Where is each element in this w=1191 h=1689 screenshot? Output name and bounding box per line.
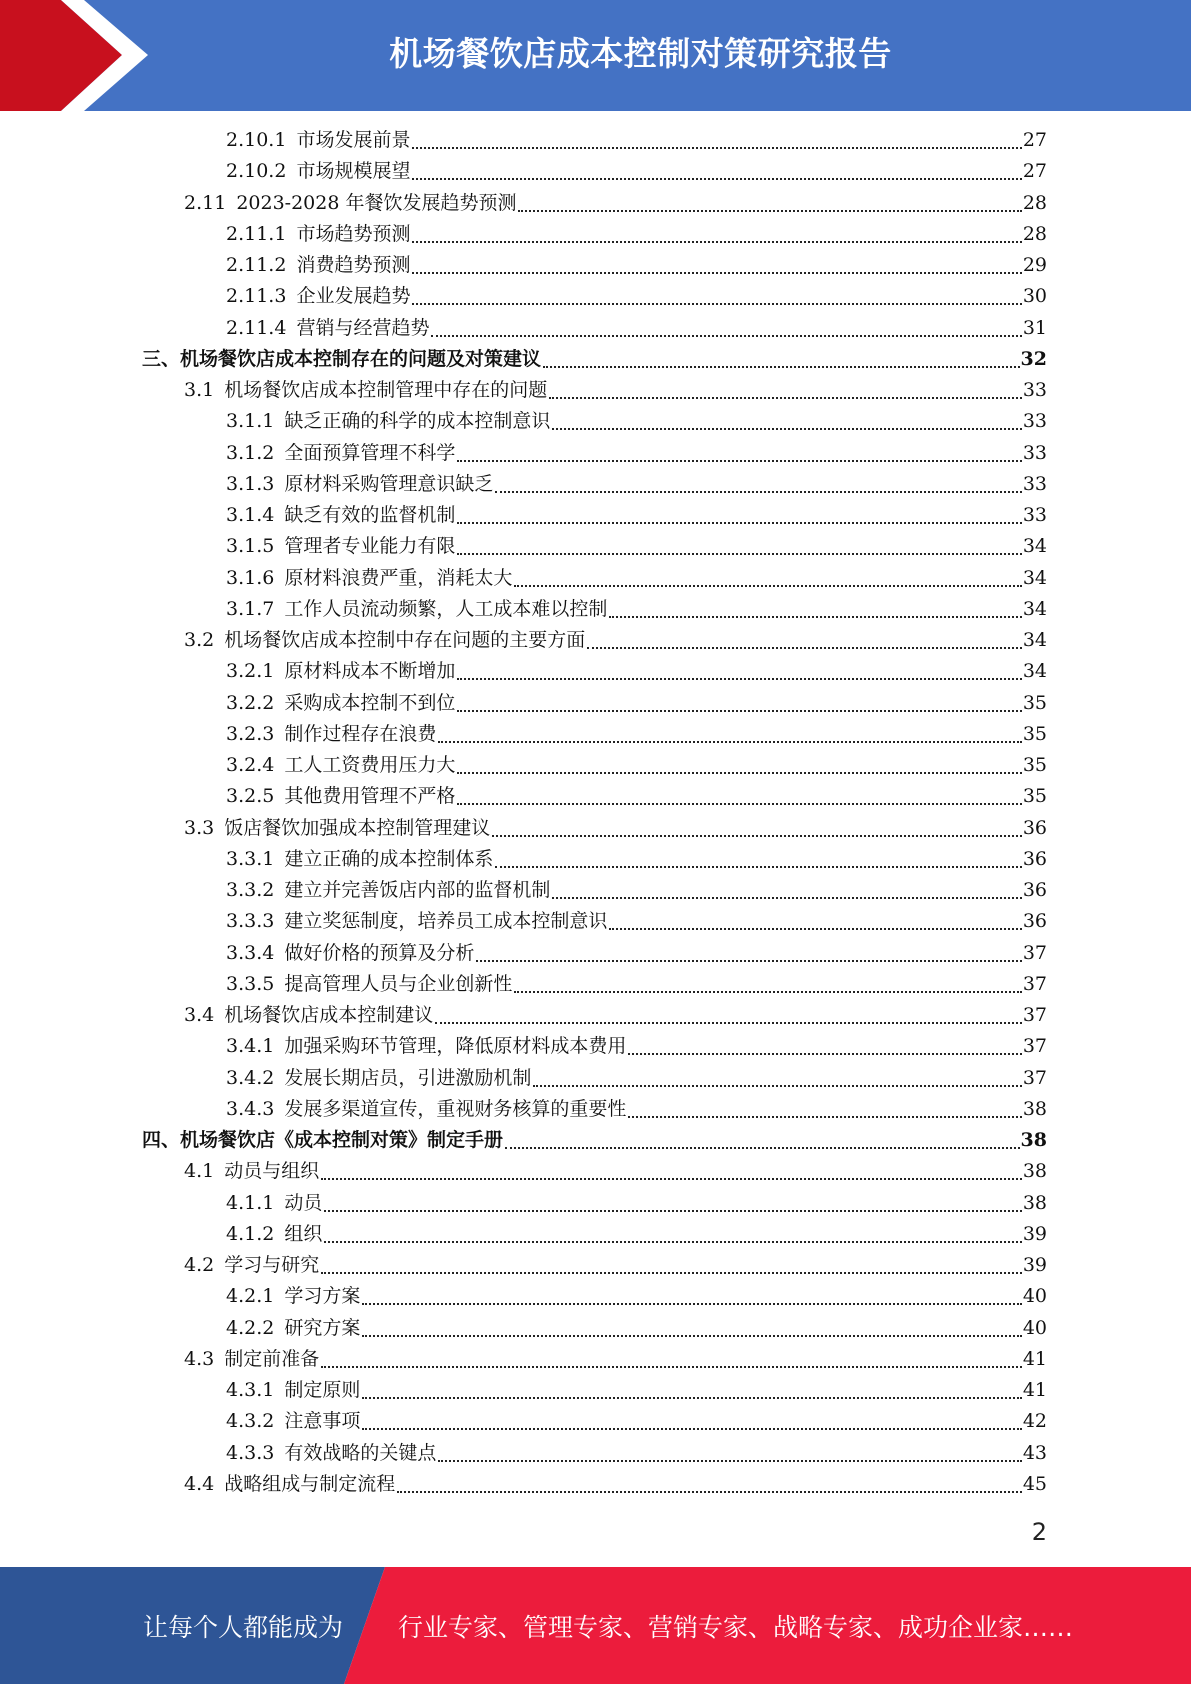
toc-entry-number: 3.1 (184, 379, 215, 401)
toc-entry-number: 3.4.2 (226, 1066, 275, 1089)
toc-entry-page: 40 (1022, 1316, 1047, 1339)
toc-leader-dots (552, 896, 1021, 899)
toc-leader-dots (457, 709, 1021, 712)
toc-entry-page: 27 (1022, 129, 1047, 151)
toc-entry-label (226, 1094, 626, 1125)
toc-entry[interactable] (184, 1156, 1047, 1187)
toc-entry[interactable] (226, 1438, 1047, 1469)
toc-entry-label (184, 1469, 395, 1500)
toc-entry-label (184, 813, 490, 844)
toc-entry-number: 4.4 (184, 1472, 215, 1495)
toc-entry-page: 33 (1022, 472, 1047, 495)
toc-entry-page: 38 (1022, 1097, 1047, 1120)
toc-entry-title: 原材料成本不断增加 (284, 660, 456, 683)
toc-entry[interactable] (226, 219, 1047, 250)
toc-entry-page: 34 (1022, 597, 1047, 620)
toc-entry-page: 28 (1022, 191, 1047, 214)
toc-entry-page: 41 (1022, 1347, 1047, 1370)
toc-entry-label (226, 406, 550, 437)
toc-leader-dots (435, 1021, 1022, 1024)
toc-entry[interactable] (226, 125, 1047, 156)
toc-entry-title: 其他费用管理不严格 (284, 785, 456, 808)
toc-entry-page: 37 (1022, 1035, 1047, 1058)
toc-entry-title: 企业发展趋势 (296, 285, 411, 308)
toc-entry-title: 动员与组织 (224, 1160, 320, 1183)
toc-entry-page: 34 (1022, 535, 1047, 558)
toc-entry-page: 31 (1022, 316, 1047, 339)
toc-entry-label (226, 1406, 360, 1437)
toc-entry-page: 36 (1022, 879, 1047, 901)
toc-entry-number: 4.2 (184, 1254, 215, 1276)
toc-entry-page: 29 (1022, 254, 1047, 276)
toc-entry[interactable] (226, 688, 1047, 719)
toc-entry-label (142, 344, 541, 375)
toc-leader-dots (438, 1459, 1021, 1462)
toc-entry-label (226, 656, 455, 687)
toc-entry-title: 2023-2028 年餐饮发展趋势预测 (236, 191, 517, 214)
toc-leader-dots (412, 302, 1021, 305)
toc-entry[interactable] (226, 531, 1047, 562)
toc-leader-dots (518, 209, 1021, 212)
toc-entry-label (184, 1000, 433, 1031)
toc-entry-label (226, 281, 410, 312)
toc-leader-dots (321, 1271, 1022, 1274)
toc-entry-label (184, 375, 547, 406)
toc-entry[interactable] (226, 563, 1047, 594)
toc-entry-title: 工人工资费用压力大 (284, 754, 456, 776)
toc-entry-title: 学习与研究 (224, 1254, 320, 1276)
toc-entry[interactable] (184, 375, 1047, 406)
toc-entry[interactable] (226, 1406, 1047, 1437)
toc-entry[interactable] (184, 1000, 1047, 1031)
toc-entry-number: 3.3 (184, 816, 215, 839)
toc-entry-title: 消费趋势预测 (296, 254, 411, 276)
toc-leader-dots (431, 334, 1021, 337)
toc-entry-label (226, 156, 410, 187)
toc-entry[interactable] (226, 406, 1047, 437)
toc-entry-title: 三、机场餐饮店成本控制存在的问题及对策建议 (142, 347, 542, 370)
toc-entry-page: 45 (1022, 1472, 1047, 1495)
toc-leader-dots (362, 1334, 1021, 1337)
toc-entry[interactable] (226, 781, 1047, 812)
toc-entry-page: 35 (1022, 722, 1047, 745)
toc-entry-number: 4.3 (184, 1347, 215, 1370)
toc-entry[interactable] (226, 313, 1047, 344)
toc-entry[interactable] (226, 719, 1047, 750)
toc-entry-page: 37 (1022, 1066, 1047, 1089)
toc-entry[interactable] (226, 469, 1047, 500)
toc-leader-dots (628, 1052, 1021, 1055)
toc-entry[interactable] (184, 813, 1047, 844)
toc-entry-page: 34 (1022, 566, 1047, 589)
toc-entry-title: 建立并完善饭店内部的监督机制 (284, 879, 551, 901)
report-title: 机场餐饮店成本控制对策研究报告 (389, 34, 892, 73)
toc-entry-label (226, 938, 474, 969)
toc-leader-dots (457, 459, 1021, 462)
toc-leader-dots (495, 865, 1021, 868)
toc-entry-title: 提高管理人员与企业创新性 (284, 972, 513, 995)
toc-entry-number: 4.2.1 (226, 1285, 275, 1308)
toc-leader-dots (609, 615, 1021, 618)
toc-leader-dots (457, 552, 1021, 555)
toc-entry-label (226, 1375, 360, 1406)
toc-entry-title: 缺乏正确的科学的成本控制意识 (284, 410, 551, 433)
toc-entry-title: 制定原则 (284, 1379, 361, 1401)
toc-leader-dots (476, 959, 1021, 962)
toc-leader-dots (321, 1365, 1022, 1368)
toc-entry-number: 4.2.2 (226, 1316, 275, 1339)
toc-entry-number: 3.4.3 (226, 1097, 275, 1120)
toc-entry-label (226, 969, 512, 1000)
toc-entry-label (184, 625, 585, 656)
toc-entry-label (226, 250, 410, 281)
toc-entry-title: 建立正确的成本控制体系 (284, 847, 494, 870)
toc-entry[interactable] (226, 1031, 1047, 1062)
toc-entry-title: 组织 (284, 1222, 323, 1245)
toc-leader-dots (457, 802, 1021, 805)
toc-leader-dots (412, 177, 1021, 180)
toc-entry-title: 营销与经营趋势 (296, 316, 430, 339)
toc-entry[interactable] (226, 281, 1047, 312)
toc-entry[interactable] (184, 1469, 1047, 1500)
toc-entry-title: 发展多渠道宣传，重视财务核算的重要性 (284, 1097, 627, 1120)
toc-entry[interactable] (226, 594, 1047, 625)
toc-entry-number: 3.3.2 (226, 879, 275, 901)
toc-entry-label (226, 719, 436, 750)
toc-entry-label (226, 844, 493, 875)
toc-entry[interactable] (184, 1344, 1047, 1375)
toc-entry[interactable] (226, 1063, 1047, 1094)
toc-leader-dots (321, 1177, 1022, 1180)
toc-entry-title: 机场餐饮店成本控制管理中存在的问题 (224, 379, 548, 401)
toc-entry-page: 33 (1022, 410, 1047, 433)
toc-entry-label (226, 1438, 436, 1469)
toc-entry[interactable] (226, 1094, 1047, 1125)
toc-entry-page: 39 (1022, 1222, 1047, 1245)
toc-entry[interactable] (142, 1125, 1047, 1156)
toc-leader-dots (412, 271, 1021, 274)
toc-leader-dots (324, 1209, 1021, 1212)
toc-entry-page: 37 (1022, 941, 1047, 964)
toc-entry[interactable] (184, 1250, 1047, 1281)
toc-entry[interactable] (226, 875, 1047, 906)
toc-entry-number: 3.1.2 (226, 441, 275, 464)
toc-entry-page: 43 (1022, 1441, 1047, 1464)
toc-entry-label (226, 1031, 626, 1062)
toc-entry-page: 40 (1022, 1285, 1047, 1308)
toc-leader-dots (543, 365, 1020, 368)
toc-entry[interactable] (226, 938, 1047, 969)
toc-entry-number: 4.1.2 (226, 1222, 275, 1245)
toc-entry-number: 4.3.2 (226, 1410, 275, 1433)
toc-entry[interactable] (184, 625, 1047, 656)
toc-leader-dots (533, 1084, 1021, 1087)
toc-entry[interactable] (226, 156, 1047, 187)
toc-entry-title: 加强采购环节管理，降低原材料成本费用 (284, 1035, 627, 1058)
toc-entry-title: 制作过程存在浪费 (284, 722, 437, 745)
toc-entry-title: 全面预算管理不科学 (284, 441, 456, 464)
toc-entry-number: 3.4.1 (226, 1035, 275, 1058)
toc-entry-label (226, 563, 512, 594)
toc-entry-title: 机场餐饮店成本控制中存在问题的主要方面 (224, 629, 586, 651)
toc-entry-number: 2.11.3 (226, 285, 287, 308)
toc-entry-number: 3.1.5 (226, 535, 275, 558)
toc-entry-title: 市场趋势预测 (296, 222, 411, 245)
toc-entry-title: 有效战略的关键点 (284, 1441, 437, 1464)
toc-entry-label (184, 1250, 319, 1281)
toc-entry-page: 34 (1022, 629, 1047, 651)
toc-entry-number: 3.4 (184, 1004, 215, 1026)
toc-leader-dots (495, 490, 1021, 493)
toc-leader-dots (457, 677, 1021, 680)
toc-entry-page: 35 (1022, 691, 1047, 714)
toc-entry-page: 33 (1022, 441, 1047, 464)
toc-entry-page: 33 (1022, 379, 1047, 401)
toc-entry[interactable] (226, 1219, 1047, 1250)
toc-entry-number: 3.1.4 (226, 504, 275, 526)
toc-entry-label (142, 1125, 503, 1156)
toc-entry-number: 3.2.5 (226, 785, 275, 808)
toc-entry-page: 28 (1022, 222, 1047, 245)
toc-entry[interactable] (226, 438, 1047, 469)
toc-entry-number: 3.3.4 (226, 941, 275, 964)
toc-entry[interactable] (226, 906, 1047, 937)
toc-entry-title: 学习方案 (284, 1285, 361, 1308)
toc-entry-label (226, 781, 455, 812)
toc-entry-number: 3.3.5 (226, 972, 275, 995)
toc-entry-number: 3.1.6 (226, 566, 275, 589)
footer-slogan-right: 行业专家、管理专家、营销专家、战略专家、成功企业家…… (398, 1613, 1074, 1642)
toc-entry-label (226, 1219, 322, 1250)
footer-slogan-left: 让每个人都能成为 (143, 1613, 344, 1642)
toc-entry-title: 管理者专业能力有限 (284, 535, 456, 558)
toc-entry-label (226, 750, 455, 781)
toc-entry-number: 2.11 (184, 191, 227, 214)
toc-entry[interactable] (226, 1375, 1047, 1406)
toc-entry-title: 采购成本控制不到位 (284, 691, 456, 714)
toc-entry-title: 缺乏有效的监督机制 (284, 504, 456, 526)
toc-entry-page: 39 (1022, 1254, 1047, 1276)
toc-entry-title: 市场规模展望 (296, 160, 411, 183)
toc-leader-dots (552, 427, 1021, 430)
toc-entry[interactable] (226, 969, 1047, 1000)
toc-leader-dots (514, 584, 1021, 587)
toc-entry-page: 27 (1022, 160, 1047, 183)
toc-entry[interactable] (226, 250, 1047, 281)
toc-entry[interactable] (142, 344, 1047, 375)
toc-entry-page: 41 (1022, 1379, 1047, 1401)
toc-leader-dots (587, 646, 1022, 649)
toc-leader-dots (609, 927, 1021, 930)
toc-entry-number: 3.2 (184, 629, 215, 651)
toc-entry-number: 3.3.3 (226, 910, 275, 933)
toc-entry-label (226, 219, 410, 250)
toc-leader-dots (628, 1115, 1021, 1118)
toc-leader-dots (438, 740, 1021, 743)
toc-entry-number: 3.2.3 (226, 722, 275, 745)
toc-entry[interactable] (226, 656, 1047, 687)
page-footer (0, 1567, 1191, 1684)
toc-entry-number: 3.2.1 (226, 660, 275, 683)
toc-leader-dots (397, 1490, 1022, 1493)
toc-entry-page: 30 (1022, 285, 1047, 308)
toc-entry-label (226, 1188, 322, 1219)
toc-entry[interactable] (226, 844, 1047, 875)
toc-entry-label (226, 1063, 531, 1094)
toc-entry-number: 2.11.4 (226, 316, 287, 339)
toc-entry-label (184, 1344, 319, 1375)
toc-entry-title: 注意事项 (284, 1410, 361, 1433)
toc-entry-title: 做好价格的预算及分析 (284, 941, 475, 964)
toc-entry-number: 3.3.1 (226, 847, 275, 870)
toc-entry-title: 研究方案 (284, 1316, 361, 1339)
toc-entry-label (184, 188, 516, 219)
toc-entry-label (226, 469, 493, 500)
toc-entry-label (226, 438, 455, 469)
toc-entry-page: 36 (1022, 847, 1047, 870)
toc-entry-title: 市场发展前景 (296, 129, 411, 151)
toc-leader-dots (457, 521, 1021, 524)
toc-entry-number: 3.1.1 (226, 410, 275, 433)
toc-entry-label (226, 594, 607, 625)
toc-entry-label (226, 500, 455, 531)
toc-leader-dots (549, 396, 1022, 399)
toc-entry-title: 原材料采购管理意识缺乏 (284, 472, 494, 495)
toc-leader-dots (412, 240, 1021, 243)
toc-entry[interactable] (226, 500, 1047, 531)
toc-entry-page: 38 (1022, 1191, 1047, 1214)
toc-entry-label (226, 1313, 360, 1344)
toc-entry-page: 35 (1022, 754, 1047, 776)
toc-entry-number: 2.10.2 (226, 160, 287, 183)
toc-entry-number: 3.2.4 (226, 754, 275, 776)
toc-entry-page: 36 (1022, 910, 1047, 933)
toc-leader-dots (362, 1302, 1021, 1305)
toc-entry-number: 4.1.1 (226, 1191, 275, 1214)
toc-leader-dots (324, 1240, 1021, 1243)
toc-entry-label (226, 875, 550, 906)
toc-entry-label (226, 688, 455, 719)
toc-entry[interactable] (226, 1188, 1047, 1219)
toc-leader-dots (362, 1427, 1021, 1430)
toc-entry-label (226, 1281, 360, 1312)
toc-entry-label (184, 1156, 319, 1187)
page-number: 2 (1031, 1518, 1047, 1546)
toc-leader-dots (362, 1396, 1021, 1399)
toc-leader-dots (412, 146, 1021, 149)
toc-entry-page: 32 (1020, 347, 1047, 370)
toc-entry-number: 2.10.1 (226, 129, 287, 151)
toc-entry[interactable] (184, 188, 1047, 219)
toc-leader-dots (457, 771, 1021, 774)
toc-entry-title: 工作人员流动频繁，人工成本难以控制 (284, 597, 608, 620)
toc-entry-page: 37 (1022, 1004, 1047, 1026)
toc-entry-label (226, 125, 410, 156)
toc-entry-title: 原材料浪费严重，消耗太大 (284, 566, 513, 589)
toc-entry-page: 42 (1022, 1410, 1047, 1433)
toc-entry-page: 34 (1022, 660, 1047, 683)
toc-entry-label (226, 313, 429, 344)
toc-leader-dots (505, 1146, 1020, 1149)
toc-leader-dots (492, 834, 1022, 837)
toc-entry-number: 3.1.7 (226, 597, 275, 620)
toc-entry-number: 4.3.1 (226, 1379, 275, 1401)
toc-entry-title: 四、机场餐饮店《成本控制对策》制定手册 (142, 1129, 504, 1151)
toc-entry-title: 建立奖惩制度，培养员工成本控制意识 (284, 910, 608, 933)
toc-entry-page: 35 (1022, 785, 1047, 808)
toc-entry-title: 发展长期店员，引进激励机制 (284, 1066, 532, 1089)
toc-entry-title: 动员 (284, 1191, 323, 1214)
toc-entry-number: 4.3.3 (226, 1441, 275, 1464)
toc-entry-number: 4.1 (184, 1160, 215, 1183)
toc-entry-number: 2.11.2 (226, 254, 287, 276)
toc-entry-page: 38 (1020, 1129, 1047, 1151)
toc-entry-title: 战略组成与制定流程 (224, 1472, 396, 1495)
page-header (0, 0, 1191, 111)
toc-leader-dots (514, 990, 1021, 993)
toc-entry-title: 机场餐饮店成本控制建议 (224, 1004, 434, 1026)
toc-entry-label (226, 906, 607, 937)
toc-entry-number: 3.1.3 (226, 472, 275, 495)
toc-entry-page: 36 (1022, 816, 1047, 839)
toc-entry-label (226, 531, 455, 562)
toc-entry-title: 制定前准备 (224, 1347, 320, 1370)
toc-entry-title: 饭店餐饮加强成本控制管理建议 (224, 816, 491, 839)
toc-entry-page: 38 (1022, 1160, 1047, 1183)
toc-entry-number: 3.2.2 (226, 691, 275, 714)
toc-entry-number: 2.11.1 (226, 222, 287, 245)
toc-entry-page: 37 (1022, 972, 1047, 995)
toc-entry[interactable] (226, 1313, 1047, 1344)
toc-entry[interactable] (226, 1281, 1047, 1312)
toc-entry[interactable] (226, 750, 1047, 781)
toc-entry-page: 33 (1022, 504, 1047, 526)
